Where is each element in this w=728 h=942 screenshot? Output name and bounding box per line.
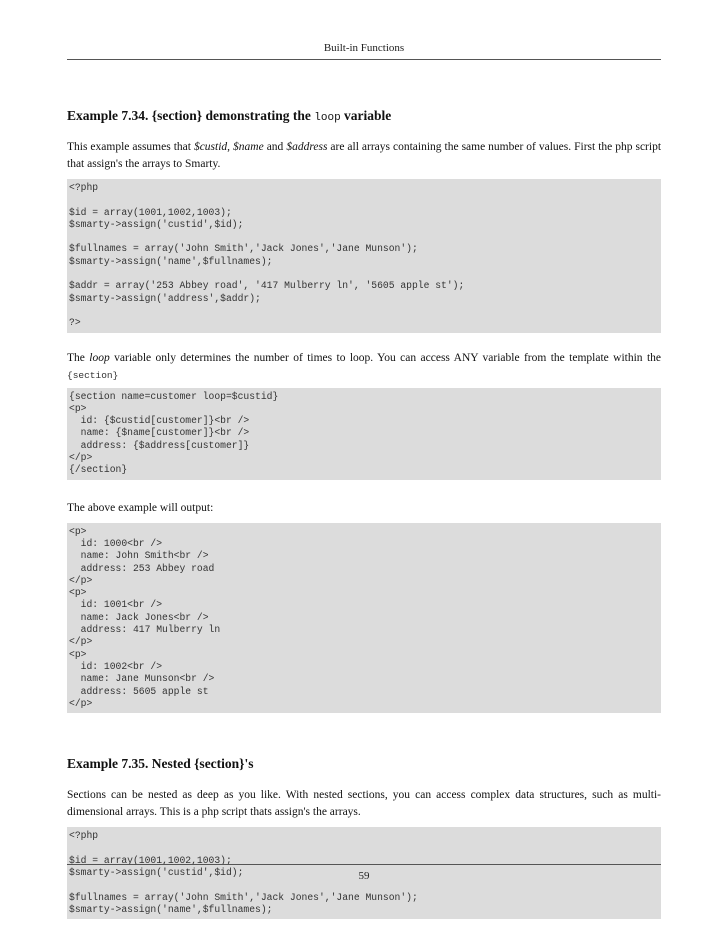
output-label: The above example will output:: [67, 501, 214, 514]
example-7-35-intro: Sections can be nested as deep as you like. With nested sections, you can access complex data structures, such as multi-dimensional arrays. This is a php script thats assign's the arrays.: [67, 789, 661, 819]
example-7-35-title: Example 7.35. Nested {section}'s: [67, 756, 254, 772]
page-content: [67, 108, 661, 919]
output-code-block: <p> id: 1000<br /> name: John Smith<br /> address: 253 Abbey road </p> <p> id: 1001<br /> name: Jack Jones<br /> address: 417 Mulberry ln </p> <p> id: 1002<br /> name: Jane Munson<br /> address: 5605 apple st </p>: [67, 523, 661, 713]
page-number: 59: [358, 870, 370, 882]
example-7-34-intro: [67, 139, 661, 173]
loop-text: The: [67, 351, 90, 364]
example-title-code: loop: [314, 112, 341, 124]
section-inline-code: {section}: [67, 369, 119, 381]
running-header: Built-in Functions: [323, 42, 405, 54]
nested-php-code-block: <?php $id = array(1001,1002,1003); $smarty->assign('custid',$id); $fullnames = array('John Smith','Jack Jones','Jane Munson'); $smarty->assign('name',$fullnames);: [67, 827, 661, 919]
loop-explanation: [67, 350, 661, 384]
var-address: $address: [286, 141, 328, 153]
intro-text: are all arrays containing the same number of values. First the php script that assign's the arrays to Smarty.: [67, 141, 662, 170]
example-title-suffix: variable: [340, 108, 392, 123]
intro-sep: and: [263, 141, 287, 153]
php-code-block: <?php $id = array(1001,1002,1003); $smarty->assign('custid',$id); $fullnames = array('John Smith','Jack Jones','Jane Munson'); $smarty->assign('name',$fullnames); $addr = array('253 Abbey road', '417 Mulberry ln', '5605 apple st'); $smarty->assign('address',$addr); ?>: [67, 179, 661, 333]
header-rule: [67, 59, 661, 60]
example-title-text: Example 7.34. {section} demonstrating the: [67, 108, 315, 123]
var-custid: $custid: [193, 141, 228, 153]
loop-text: variable only determines the number of times to loop. You can access ANY variable from the template within the: [109, 351, 661, 364]
var-name: $name: [233, 141, 264, 153]
intro-text: This example assumes that: [67, 141, 194, 153]
loop-var: loop: [89, 351, 110, 364]
footer-rule: [67, 864, 661, 865]
template-code-block: {section name=customer loop=$custid} <p> id: {$custid[customer]}<br /> name: {$name[customer]}<br /> address: {$address[customer]} </p> {/section}: [67, 388, 661, 480]
example-7-34-title: [67, 108, 661, 124]
intro-sep: ,: [227, 141, 234, 153]
